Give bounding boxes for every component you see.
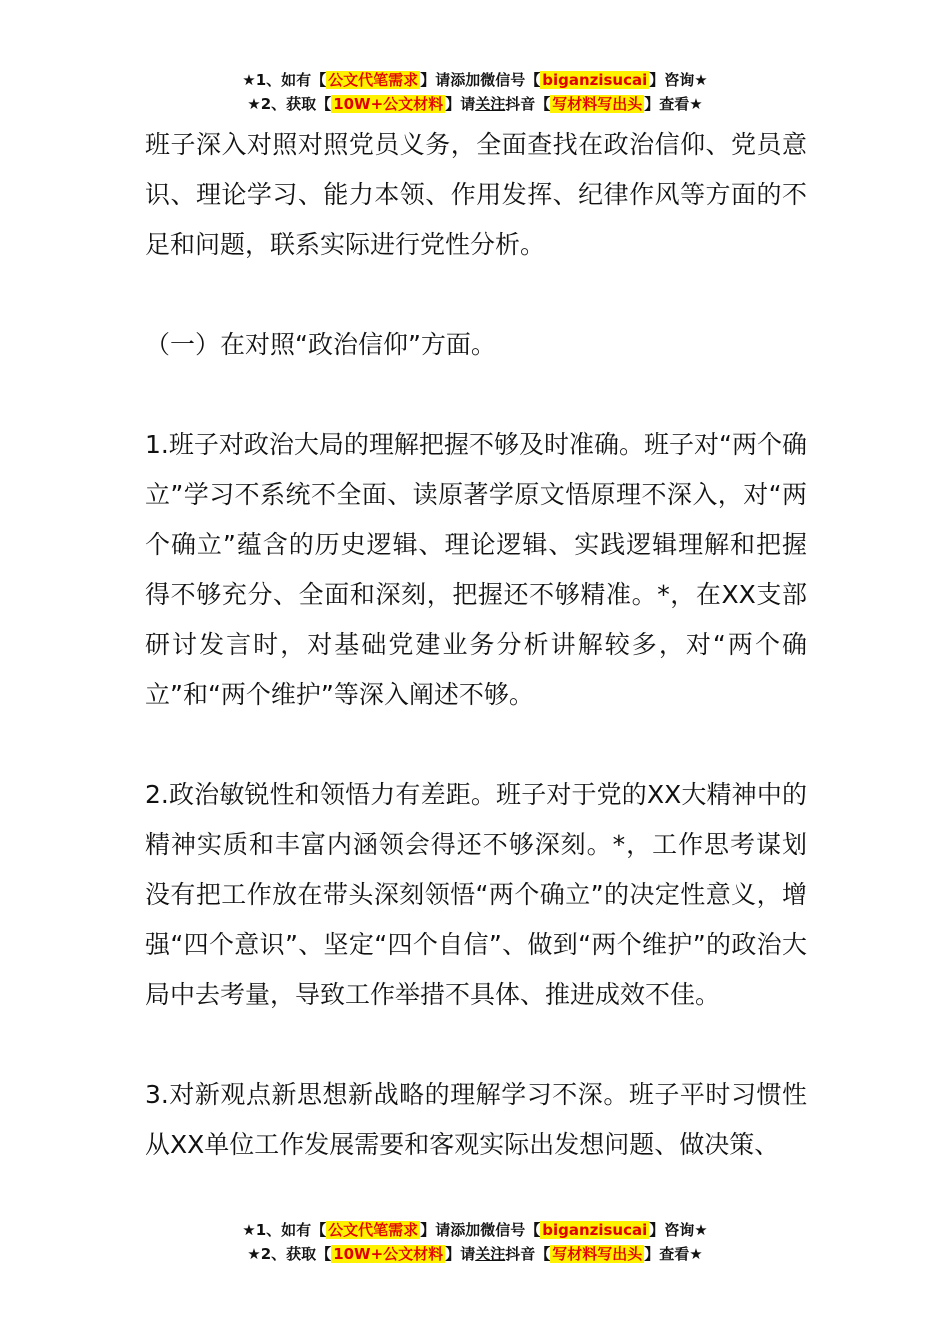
item-paragraph-3: 3.对新观点新思想新战略的理解学习不深。班子平时习惯性从XX单位工作发展需要和客观实际出发想问题、做决策、 <box>145 1080 807 1159</box>
highlight-service: 公文代笔需求 <box>328 71 419 89</box>
highlight-service: 公文代笔需求 <box>328 1221 419 1239</box>
document-body <box>145 120 807 1170</box>
footer-banner <box>0 1218 950 1266</box>
highlight-materials: 10W+公文材料 <box>333 1245 444 1263</box>
section-heading: （一）在对照“政治信仰”方面。 <box>145 330 496 359</box>
highlight-douyin: 写材料写出头 <box>552 95 643 113</box>
intro-paragraph: 班子深入对照对照党员义务，全面查找在政治信仰、党员意识、理论学习、能力本领、作用发挥、纪律作风等方面的不足和问题，联系实际进行党性分析。 <box>145 130 807 259</box>
item-paragraph-2: 2.政治敏锐性和领悟力有差距。班子对于党的XX大精神中的精神实质和丰富内涵领会得还不够深刻。*，工作思考谋划没有把工作放在带头深刻领悟“两个确立”的决定性意义，增强“四个意识”、坚定“四个自信”、做到“两个维护”的政治大局中去考量，导致工作举措不具体、推进成效不佳。 <box>145 780 807 1009</box>
highlight-wechat-id: biganzisucai <box>542 71 648 89</box>
header-banner <box>0 68 950 116</box>
highlight-douyin: 写材料写出头 <box>552 1245 643 1263</box>
banner-line-1: ★1、如有【 公文代笔需求 】请添加微信号【 biganzisucai 】咨询★ <box>242 71 708 89</box>
banner-line-2: ★2、获取【 10W+公文材料 】请关注抖音【 写材料写出头 】查看★ <box>247 1245 703 1263</box>
banner-line-2: ★2、获取【 10W+公文材料 】请关注抖音【 写材料写出头 】查看★ <box>247 95 703 113</box>
highlight-wechat-id: biganzisucai <box>542 1221 648 1239</box>
highlight-materials: 10W+公文材料 <box>333 95 444 113</box>
item-paragraph-1: 1.班子对政治大局的理解把握不够及时准确。班子对“两个确立”学习不系统不全面、读原著学原文悟原理不深入，对“两个确立”蕴含的历史逻辑、理论逻辑、实践逻辑理解和把握得不够充分、全面和深刻，把握还不够精准。*，在XX支部研讨发言时，对基础党建业务分析讲解较多，对“两个确立”和“两个维护”等深入阐述不够。 <box>145 430 807 709</box>
banner-line-1: ★1、如有【 公文代笔需求 】请添加微信号【 biganzisucai 】咨询★ <box>242 1221 708 1239</box>
